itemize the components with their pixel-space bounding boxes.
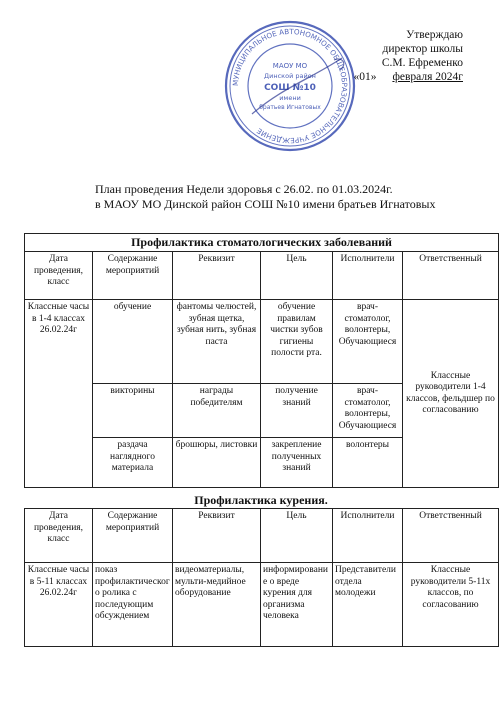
section-title-smoking: Профилактика курения. [194,493,328,507]
cell-performers: врач-стоматолог, волонтеры, Обучающиеся [333,300,403,384]
cell-content: показ профилактического ролика с последующим обсуждением [93,563,173,647]
header-performers: Исполнители [333,252,403,300]
approval-date-day: «01» [353,71,377,83]
cell-goal: обучение правилам чистки зубов гигиены полости рта. [261,300,333,384]
title-line-2: в МАОУ МО Динской район СОШ №10 имени братьев Игнатовых [95,197,436,211]
svg-text:Динской район: Динской район [264,72,316,80]
header-responsible: Ответственный [403,252,499,300]
cell-props: видеоматериалы, мульти-медийное оборудование [173,563,261,647]
document-title [95,182,475,212]
approval-position: директор школы [382,43,463,55]
header-responsible: Ответственный [403,509,499,563]
header-goal: Цель [261,509,333,563]
cell-performers: Представители отдела молодежи [333,563,403,647]
header-content: Содержание мероприятий [93,509,173,563]
header-props: Реквизит [173,252,261,300]
cell-props: брошюры, листовки [173,438,261,488]
approval-name: С.М. Ефременко [381,57,463,69]
svg-text:СОШ №10: СОШ №10 [264,83,316,93]
cell-props: фантомы челюстей, зубная щетка, зубная нить, зубная паста [173,300,261,384]
title-line-1: План проведения Недели здоровья с 26.02. по 01.03.2024г. [95,182,393,196]
cell-goal: закрепление полученных знаний [261,438,333,488]
table-smoking-prevention [24,508,499,647]
approval-date-month: февраля 2024г [392,71,463,83]
svg-text:МУНИЦИПАЛЬНОЕ АВТОНОМНОЕ ОБЩЕО: МУНИЦИПАЛЬНОЕ АВТОНОМНОЕ ОБЩЕОБРАЗОВАТЕЛЬНОЕ УЧРЕЖДЕНИЕ [230,26,350,146]
header-performers: Исполнители [333,509,403,563]
cell-content: викторины [93,384,173,438]
cell-content: обучение [93,300,173,384]
cell-performers: волонтеры [333,438,403,488]
table-dental-prevention [24,233,499,488]
table-row [25,300,499,384]
cell-props: награды победителям [173,384,261,438]
header-goal: Цель [261,252,333,300]
table-header-row [25,252,499,300]
svg-text:братьев Игнатовых: братьев Игнатовых [259,104,321,111]
table-header-row [25,509,499,563]
svg-text:МАОУ МО: МАОУ МО [272,62,308,70]
cell-goal: получение знаний [261,384,333,438]
school-seal-stamp [222,18,358,154]
header-content: Содержание мероприятий [93,252,173,300]
cell-responsible: Классные руководители 5-11х классов, по согласованию [403,563,499,647]
approval-title: Утверждаю [406,29,463,41]
header-date: Дата проведения, класс [25,509,93,563]
cell-goal: информирование о вреде курения для организма человека [261,563,333,647]
table-row [25,563,499,647]
section-title-dental: Профилактика стоматологических заболеваний [25,234,499,252]
header-date: Дата проведения, класс [25,252,93,300]
cell-content: раздача наглядного материала [93,438,173,488]
cell-date: Классные часы в 5-11 классах 26.02.24г [25,563,93,647]
cell-date: Классные часы в 1-4 классах 26.02.24г [25,300,93,488]
svg-text:имени: имени [279,94,301,102]
header-props: Реквизит [173,509,261,563]
cell-performers: врач-стоматолог, волонтеры, Обучающиеся [333,384,403,438]
cell-responsible: Классные руководители 1-4 классов, фельдшер по согласованию [403,300,499,488]
